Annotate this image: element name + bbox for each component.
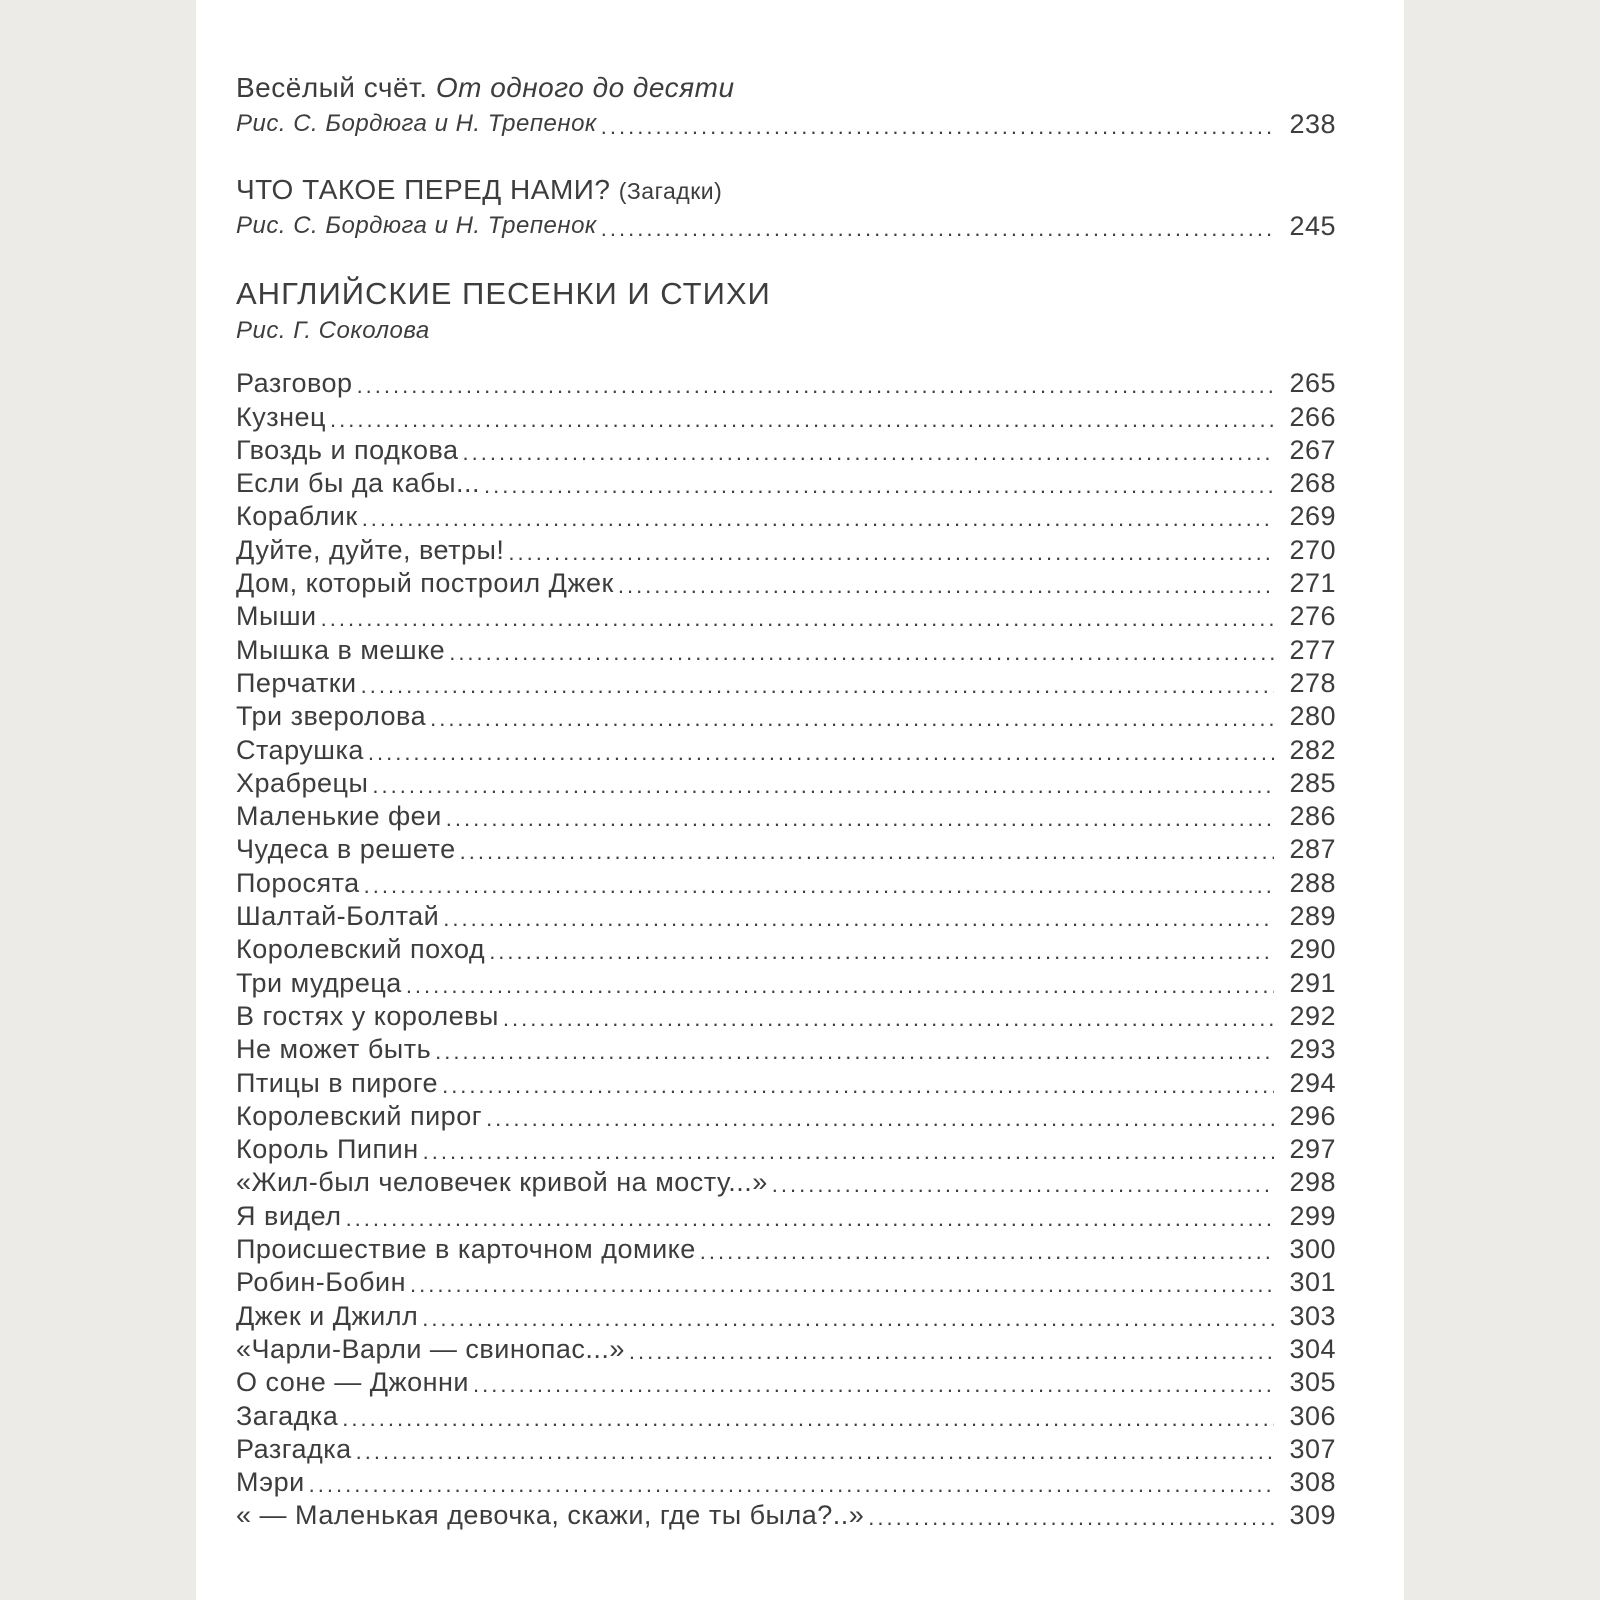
page-number: 296 <box>1289 1100 1336 1131</box>
page-number: 309 <box>1289 1500 1336 1531</box>
dot-leader <box>362 506 1274 532</box>
page-number: 269 <box>1289 501 1336 532</box>
toc-row-title: Храбрецы <box>236 767 369 798</box>
dot-leader <box>309 1472 1274 1498</box>
toc-row <box>236 1498 1336 1531</box>
dot-leader <box>321 606 1274 632</box>
page-number: 280 <box>1289 701 1336 732</box>
toc-row-title: Старушка <box>236 734 364 765</box>
page-number: 304 <box>1289 1333 1336 1364</box>
page-number: 278 <box>1289 667 1336 698</box>
toc-row <box>236 965 1336 998</box>
toc-row-title: Происшествие в карточном домике <box>236 1234 696 1265</box>
toc-row-title: Не может быть <box>236 1034 432 1065</box>
toc-row <box>236 1165 1336 1198</box>
entry-title <box>236 70 1336 106</box>
toc-row <box>236 899 1336 932</box>
dot-leader <box>435 1039 1274 1065</box>
toc-list <box>236 366 1336 1531</box>
dot-leader <box>486 1106 1274 1132</box>
page-number: 293 <box>1289 1034 1336 1065</box>
toc-row-title: Мэри <box>236 1467 305 1498</box>
toc-row-title: В гостях у королевы <box>236 1000 499 1031</box>
toc-row-title: Гвоздь и подкова <box>236 434 459 465</box>
dot-leader <box>503 1006 1274 1032</box>
dot-leader <box>868 1505 1274 1531</box>
page-number: 238 <box>1289 109 1336 139</box>
entry-credit-row <box>236 208 1336 242</box>
toc-row <box>236 433 1336 466</box>
toc-row-title: Маленькие феи <box>236 801 442 832</box>
dot-leader <box>364 873 1274 899</box>
toc-row-title: Разговор <box>236 368 353 399</box>
toc-row <box>236 666 1336 699</box>
toc-row <box>236 1232 1336 1265</box>
dot-leader <box>700 1239 1274 1265</box>
dot-leader <box>629 1339 1274 1365</box>
toc-row <box>236 832 1336 865</box>
toc-row <box>236 532 1336 565</box>
toc-row-title: Загадка <box>236 1400 339 1431</box>
toc-row-title: Чудеса в решете <box>236 834 456 865</box>
dot-leader <box>423 1139 1274 1165</box>
toc-row <box>236 366 1336 399</box>
dot-leader <box>772 1172 1274 1198</box>
toc-row-title: Дом, который построил Джек <box>236 568 614 599</box>
page-number: 303 <box>1289 1300 1336 1331</box>
toc-row <box>236 732 1336 765</box>
page-number: 290 <box>1289 934 1336 965</box>
entry-title-text: ЧТО ТАКОЕ ПЕРЕД НАМИ? <box>236 174 611 205</box>
toc-row <box>236 632 1336 665</box>
toc-row <box>236 599 1336 632</box>
dot-leader <box>443 906 1274 932</box>
toc-row <box>236 766 1336 799</box>
dot-leader <box>368 740 1274 766</box>
dot-leader <box>372 773 1274 799</box>
section-credit: Рис. Г. Соколова <box>236 317 430 344</box>
toc-row <box>236 466 1336 499</box>
entry-subtitle: От одного до десяти <box>435 72 735 103</box>
page-number: 286 <box>1289 801 1336 832</box>
toc-row <box>236 1065 1336 1098</box>
page-number: 245 <box>1289 211 1336 241</box>
toc-row-title: Три мудреца <box>236 967 402 998</box>
entry-credit-row <box>236 106 1336 140</box>
section-heading: АНГЛИЙСКИЕ ПЕСЕНКИ И СТИХИ <box>236 276 771 311</box>
dot-leader <box>489 939 1274 965</box>
dot-leader <box>410 1272 1274 1298</box>
toc-row <box>236 1298 1336 1331</box>
dot-leader <box>442 1073 1274 1099</box>
page-number: 265 <box>1289 368 1336 399</box>
toc-row-title: Мышка в мешке <box>236 634 446 665</box>
page-number: 298 <box>1289 1167 1336 1198</box>
toc-row-title: Три зверолова <box>236 701 427 732</box>
dot-leader <box>601 114 1274 140</box>
page-number: 285 <box>1289 767 1336 798</box>
dot-leader <box>357 373 1274 399</box>
dot-leader <box>356 1439 1274 1465</box>
page-number: 305 <box>1289 1367 1336 1398</box>
toc-row-title: Шалтай-Болтай <box>236 901 440 932</box>
toc-row <box>236 1132 1336 1165</box>
dot-leader <box>463 440 1274 466</box>
toc-row <box>236 865 1336 898</box>
toc-row <box>236 999 1336 1032</box>
toc-row-title: Разгадка <box>236 1433 352 1464</box>
dot-leader <box>473 1372 1274 1398</box>
toc-row <box>236 1365 1336 1398</box>
dot-leader <box>446 806 1274 832</box>
page-number: 301 <box>1289 1267 1336 1298</box>
page-number: 276 <box>1289 601 1336 632</box>
page-number: 289 <box>1289 901 1336 932</box>
entry-credit: Рис. С. Бордюга и Н. Трепенок <box>236 110 597 137</box>
toc-row <box>236 699 1336 732</box>
entry-title <box>236 172 1336 208</box>
toc-row <box>236 499 1336 532</box>
page-number: 288 <box>1289 867 1336 898</box>
toc-row <box>236 1099 1336 1132</box>
toc-row-title: Птицы в пироге <box>236 1067 439 1098</box>
dot-leader <box>601 216 1274 242</box>
toc-row-title: Поросята <box>236 867 360 898</box>
dot-leader <box>618 573 1274 599</box>
page-number: 308 <box>1289 1467 1336 1498</box>
toc-row-title: О соне — Джонни <box>236 1367 470 1398</box>
page-number: 267 <box>1289 434 1336 465</box>
toc-row-title: Королевский пирог <box>236 1100 483 1131</box>
entry-credit: Рис. С. Бордюга и Н. Трепенок <box>236 212 597 239</box>
toc-row <box>236 1265 1336 1298</box>
dot-leader <box>460 839 1274 865</box>
toc-row-title: «Чарли-Варли — свинопас...» <box>236 1333 625 1364</box>
page-number: 294 <box>1289 1067 1336 1098</box>
toc-row <box>236 932 1336 965</box>
page-number: 291 <box>1289 967 1336 998</box>
page-number: 292 <box>1289 1000 1336 1031</box>
toc-row-title: Кораблик <box>236 501 358 532</box>
page-number: 299 <box>1289 1200 1336 1231</box>
toc-entry-riddles <box>236 172 1336 242</box>
dot-leader <box>430 706 1274 732</box>
toc-row-title: Дуйте, дуйте, ветры! <box>236 534 505 565</box>
dot-leader <box>342 1406 1274 1432</box>
dot-leader <box>406 973 1274 999</box>
toc-row <box>236 1432 1336 1465</box>
toc-row <box>236 566 1336 599</box>
dot-leader <box>449 640 1274 666</box>
toc-row-title: « — Маленькая девочка, скажи, где ты была?..» <box>236 1500 865 1531</box>
toc-row-title: Король Пипин <box>236 1134 419 1165</box>
dot-leader <box>508 540 1274 566</box>
toc-row-title: Я видел <box>236 1200 342 1231</box>
toc-row-title: Кузнец <box>236 401 326 432</box>
toc-row <box>236 399 1336 432</box>
page-number: 277 <box>1289 634 1336 665</box>
page-number: 271 <box>1289 568 1336 599</box>
toc-entry-counting <box>236 70 1336 140</box>
dot-leader <box>330 407 1274 433</box>
page-number: 307 <box>1289 1433 1336 1464</box>
toc-row <box>236 1198 1336 1231</box>
dot-leader <box>361 673 1274 699</box>
dot-leader <box>346 1206 1274 1232</box>
toc-row <box>236 1332 1336 1365</box>
toc-row-title: Мыши <box>236 601 317 632</box>
page-number: 306 <box>1289 1400 1336 1431</box>
toc-row <box>236 1398 1336 1431</box>
toc-row-title: Робин-Бобин <box>236 1267 406 1298</box>
entry-title-note: (Загадки) <box>618 178 723 204</box>
toc-row-title: Если бы да кабы... <box>236 468 480 499</box>
page-number: 282 <box>1289 734 1336 765</box>
entry-title-text: Весёлый счёт. <box>236 72 428 103</box>
toc-row-title: Джек и Джилл <box>236 1300 419 1331</box>
table-of-contents <box>236 70 1336 1531</box>
page-number: 297 <box>1289 1134 1336 1165</box>
toc-row <box>236 1032 1336 1065</box>
toc-row-title: Перчатки <box>236 667 357 698</box>
book-page <box>196 0 1404 1600</box>
toc-row-title: «Жил-был человечек кривой на мосту...» <box>236 1167 768 1198</box>
page-number: 300 <box>1289 1234 1336 1265</box>
dot-leader <box>484 473 1274 499</box>
page-number: 266 <box>1289 401 1336 432</box>
page-number: 268 <box>1289 468 1336 499</box>
toc-row <box>236 799 1336 832</box>
dot-leader <box>422 1306 1274 1332</box>
toc-row <box>236 1465 1336 1498</box>
page-number: 270 <box>1289 534 1336 565</box>
toc-row-title: Королевский поход <box>236 934 486 965</box>
page-number: 287 <box>1289 834 1336 865</box>
